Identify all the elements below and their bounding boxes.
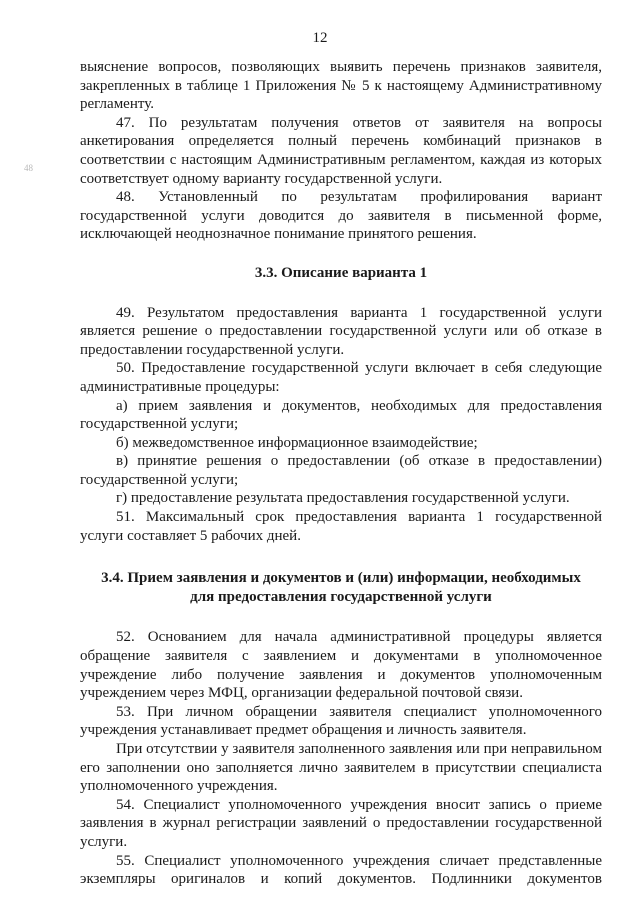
paragraph-49: 49. Результатом предоставления варианта 1 государственной услуги является решение о предоставлении государственной услуги или об отказе в предоставлении государственной услуги.: [80, 304, 602, 358]
list-item-a: а) прием заявления и документов, необходимых для предоставления государственной услуги;: [80, 397, 602, 433]
section-heading-3-4-line1: 3.4. Прием заявления и документов и (или) информации, необходимых: [101, 570, 581, 587]
paragraph-47: 47. По результатам получения ответов от заявителя на вопросы анкетирования определяется полный перечень комбинаций признаков в соответствии с настоящим Административным регламентом, каждая из которых соответствует одному варианту государственной услуги.: [80, 114, 602, 187]
paragraph-continuation: выяснение вопросов, позволяющих выявить перечень признаков заявителя, закрепленных в таблице 1 Приложения № 5 к настоящему Административному регламенту.: [80, 59, 602, 113]
paragraph-50: 50. Предоставление государственной услуги включает в себя следующие административные процедуры:: [80, 360, 602, 395]
list-item-g: г) предоставление результата предоставления государственной услуги.: [116, 490, 570, 507]
paragraph-51: 51. Максимальный срок предоставления варианта 1 государственной услуги составляет 5 рабочих дней.: [80, 509, 602, 544]
list-item-v: в) принятие решения о предоставлении (об отказе в предоставлении) государственной услуги;: [80, 453, 602, 488]
section-heading-3-4: [80, 569, 602, 606]
page-number: 12: [312, 30, 328, 46]
section-heading-3-4-line2: для предоставления государственной услуги: [190, 588, 492, 605]
paragraph-53: 53. При личном обращении заявителя специалист уполномоченного учреждения устанавливает предмет обращения и личность заявителя.: [80, 703, 602, 739]
paragraph-53-cont: При отсутствии у заявителя заполненного заявления или при неправильном его заполнении оно заполняется лично заявителем в присутствии специалиста уполномоченного учреждения.: [80, 741, 602, 795]
document-body: [80, 58, 602, 889]
margin-mark: 48: [24, 163, 33, 173]
list-item-b: б) межведомственное информационное взаимодействие;: [116, 434, 478, 451]
paragraph-54: 54. Специалист уполномоченного учреждения вносит запись о приеме заявления в журнал регистрации заявлений о предоставлении государственной услуги.: [80, 796, 602, 850]
section-heading-3-3: 3.3. Описание варианта 1: [254, 264, 428, 281]
paragraph-48: 48. Установленный по результатам профилирования вариант государственной услуги доводится до заявителя в письменной форме, исключающей неоднозначное понимание принятого решения.: [80, 189, 602, 243]
paragraph-52: 52. Основанием для начала административной процедуры является обращение заявителя с заявлением и документами в уполномоченное учреждение либо получение заявления и документов уполномоченным учреждением через МФЦ, организации федеральной почтовой связи.: [80, 629, 602, 702]
paragraph-55: 55. Специалист уполномоченного учреждения сличает представленные экземпляры оригиналов и копий документов. Подлинники документов: [80, 852, 602, 888]
